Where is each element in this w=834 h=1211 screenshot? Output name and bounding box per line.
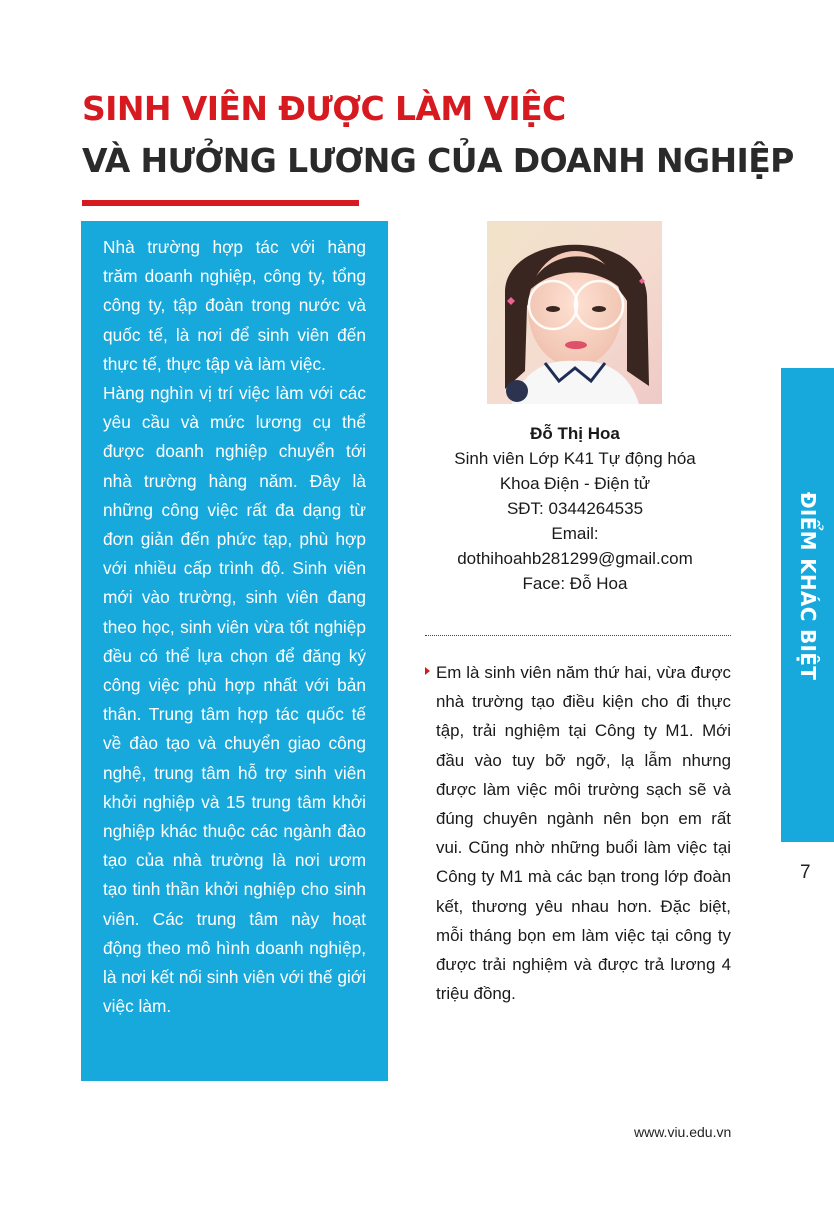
footer-url: www.viu.edu.vn xyxy=(634,1124,732,1140)
page-number: 7 xyxy=(800,862,811,883)
student-faculty: Khoa Điện - Điện tử xyxy=(499,474,651,493)
student-email-label: Email: xyxy=(551,524,599,543)
intro-box xyxy=(81,221,388,1081)
title-underline xyxy=(82,200,359,206)
student-class: Sinh viên Lớp K41 Tự động hóa xyxy=(454,449,696,468)
side-tab xyxy=(781,368,834,842)
testimonial xyxy=(425,658,731,1008)
student-facebook: Face: Đỗ Hoa xyxy=(522,574,628,593)
intro-paragraph-1: Nhà trường hợp tác với hàng trăm doanh nghiệp, công ty, tổng công ty, tập đoàn trong nước và quốc tế, là nơi để sinh viên đến thực tế, thực tập và làm việc. xyxy=(103,237,366,374)
intro-paragraph-2: Hàng nghìn vị trí việc làm với các yêu cầu và mức lương cụ thể được doanh nghiệp chuyển tới nhà trường hàng năm. Đây là những công việc rất đa dạng từ đơn giản đến phức tạp, phù hợp với nhiều cấp trình độ. Sinh viên mới vào trường, sinh viên đang theo học, sinh viên vừa tốt nghiệp đều có thể lựa chọn để đăng ký công việc phù hợp nhất với bản thân. Trung tâm hợp tác quốc tế về đào tạo và chuyển giao công nghệ, trung tâm hỗ trợ sinh viên khởi nghiệp và 15 trung tâm khởi nghiệp khác thuộc các ngành đào tạo của nhà trường là nơi ươm tạo tinh thần khởi nghiệp cho sinh viên. Các trung tâm này hoạt động theo mô hình doanh nghiệp, là nơi kết nối sinh viên với thế giới việc làm. xyxy=(103,383,366,1017)
side-tab-label: ĐIỂM KHÁC BIỆT xyxy=(795,491,820,681)
page-title-line-2: VÀ HƯỞNG LƯƠNG CỦA DOANH NGHIỆP xyxy=(82,141,794,180)
page-title-line-1: SINH VIÊN ĐƯỢC LÀM VIỆC xyxy=(82,89,566,128)
student-photo xyxy=(487,221,662,404)
section-divider xyxy=(425,635,731,636)
triangle-right-icon xyxy=(425,667,430,675)
student-name: Đỗ Thị Hoa xyxy=(530,424,620,443)
student-profile xyxy=(420,421,730,596)
student-phone: SĐT: 0344264535 xyxy=(506,499,644,518)
testimonial-text: Em là sinh viên năm thứ hai, vừa được nhà trường tạo điều kiện cho đi thực tập, trải nghiệm tại Công ty M1. Mới đầu vào tuy bỡ ngỡ, lạ lẫm nhưng được làm việc môi trường sạch sẽ và đúng chuyên ngành nên bọn em rất vui. Cũng nhờ những buổi làm việc tại Công ty M1 mà các bạn trong lớp đoàn kết, thương yêu nhau hơn. Đặc biệt, mỗi tháng bọn em làm việc tại công ty được trải nghiệm và được trả lương 4 triệu đồng. xyxy=(436,663,731,1004)
student-email: dothihoahb281299@gmail.com xyxy=(457,549,693,568)
